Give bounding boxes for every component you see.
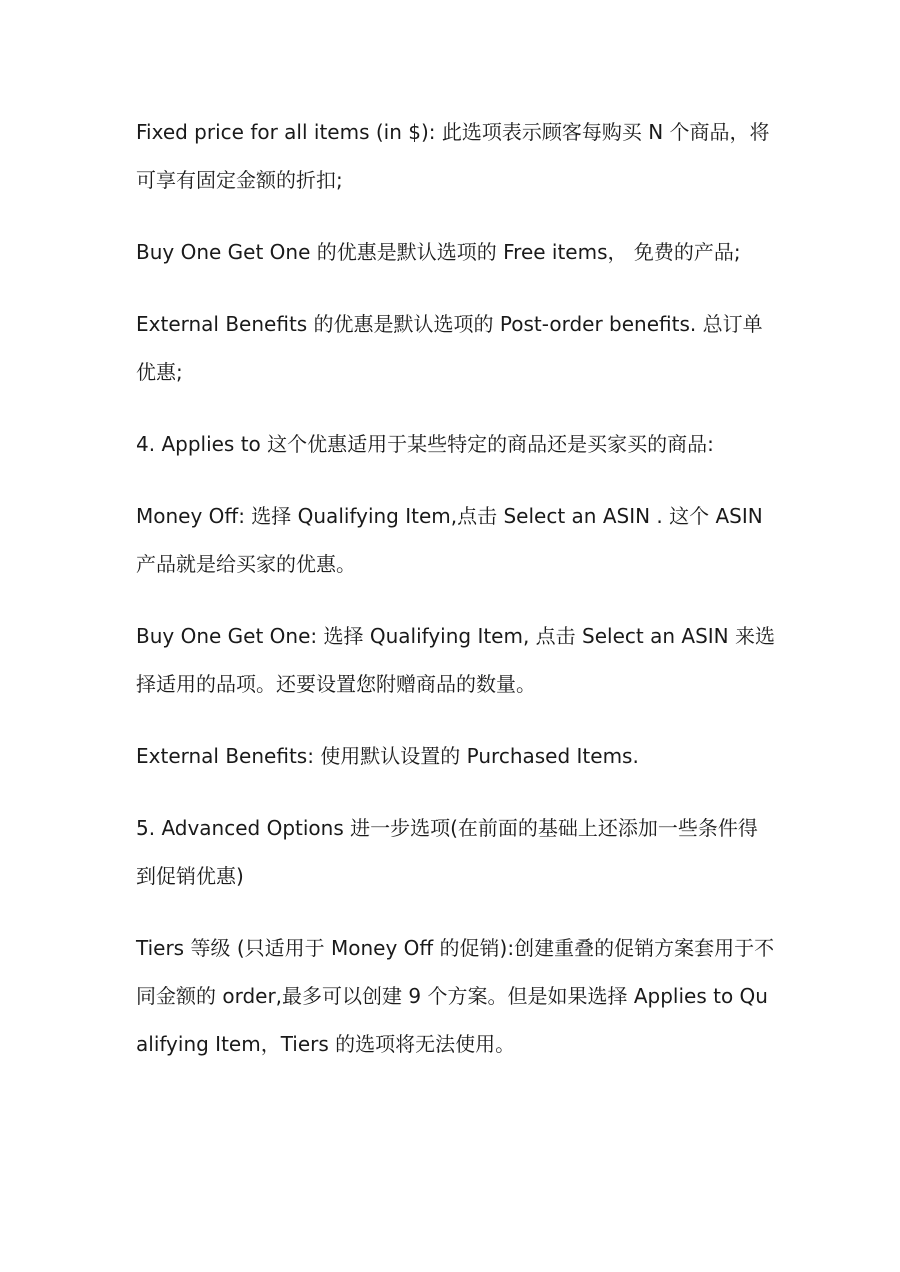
paragraph-bogo-default: Buy One Get One 的优惠是默认选项的 Free items， 免费的产品; xyxy=(136,240,741,264)
paragraph-money-off: Money Off: 选择 Qualifying Item,点击 Select an ASIN . 这个 ASIN 产品就是给买家的优惠。 xyxy=(136,504,763,576)
paragraph-bogo-qualifying: Buy One Get One: 选择 Qualifying Item, 点击 Select an ASIN 来选择适用的品项。还要设置您附赠商品的数量。 xyxy=(136,624,775,696)
paragraph-fixed-price: Fixed price for all items (in $): 此选项表示顾客每购买 N 个商品，将可享有固定金额的折扣; xyxy=(136,120,770,192)
paragraph-tiers: Tiers 等级 (只适用于 Money Off 的促销):创建重叠的促销方案套用于不同金额的 order,最多可以创建 9 个方案。但是如果选择 Applies to Qualifying Item，Tiers 的选项将无法使用。 xyxy=(136,936,775,1056)
paragraph-applies-to-heading: 4. Applies to 这个优惠适用于某些特定的商品还是买家买的商品: xyxy=(136,432,714,456)
document-body xyxy=(136,108,776,1092)
paragraph-external-benefits-default: External Benefits 的优惠是默认选项的 Post-order benefits. 总订单优惠; xyxy=(136,312,763,384)
paragraph-external-benefits-purchased: External Benefits: 使用默认设置的 Purchased Items. xyxy=(136,744,639,768)
paragraph-advanced-options-heading: 5. Advanced Options 进一步选项(在前面的基础上还添加一些条件得到促销优惠) xyxy=(136,816,758,888)
